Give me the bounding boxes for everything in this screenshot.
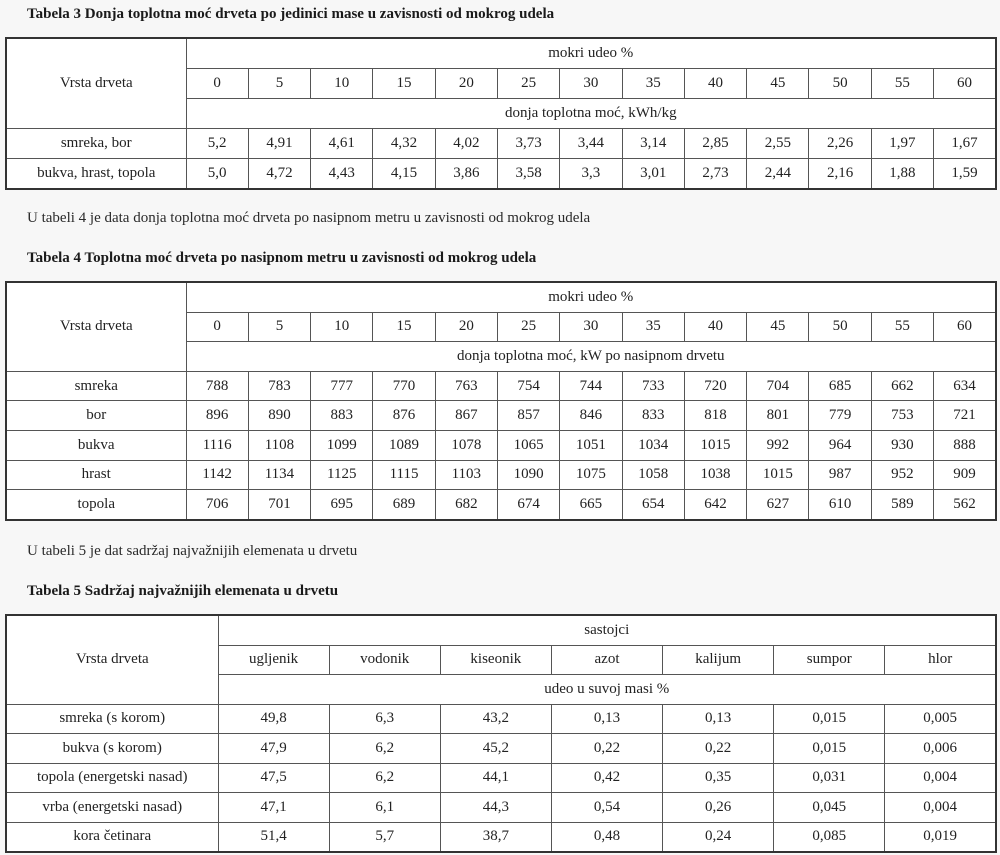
column-header: 30 — [560, 69, 622, 99]
table-cell: 1125 — [311, 460, 373, 490]
table-row — [6, 371, 996, 401]
table-cell: 0,48 — [551, 822, 662, 852]
table-cell: 1134 — [248, 460, 310, 490]
table-cell: 2,44 — [747, 159, 809, 190]
table-row — [6, 401, 996, 431]
table-cell: 1,97 — [871, 129, 933, 159]
table-cell: 2,85 — [684, 129, 746, 159]
table-cell: 627 — [747, 490, 809, 520]
table-cell: 0,004 — [885, 793, 996, 823]
unit-label: donja toplotna moć, kW po nasipnom drvetu — [186, 342, 996, 372]
table-cell: 3,14 — [622, 129, 684, 159]
table-cell: 3,01 — [622, 159, 684, 190]
table-cell: 685 — [809, 371, 871, 401]
table-cell: 3,86 — [435, 159, 497, 190]
table-cell: 0,031 — [774, 763, 885, 793]
table-cell: 909 — [934, 460, 996, 490]
table-cell: 783 — [248, 371, 310, 401]
table-cell: 0,13 — [551, 704, 662, 734]
table-cell: 701 — [248, 490, 310, 520]
table4-intro: U tabeli 4 je data donja toplotna moć drveta po nasipnom metru u zavisnosti od mokrog udela — [27, 210, 591, 226]
row-label: vrba (energetski nasad) — [6, 793, 218, 823]
table-cell: 1090 — [497, 460, 559, 490]
table-cell: 1103 — [435, 460, 497, 490]
table-cell: 1116 — [186, 430, 248, 460]
table-cell: 0,35 — [663, 763, 774, 793]
table-cell: 44,3 — [440, 793, 551, 823]
table-cell: 1115 — [373, 460, 435, 490]
column-header: 0 — [186, 312, 248, 342]
table-row — [6, 763, 996, 793]
table-cell: 6,2 — [329, 734, 440, 764]
table-cell: 642 — [684, 490, 746, 520]
table-cell: 890 — [248, 401, 310, 431]
table-row — [6, 159, 996, 190]
table-cell: 1099 — [311, 430, 373, 460]
column-header: kiseonik — [440, 645, 551, 675]
column-header: 5 — [248, 69, 310, 99]
column-header: 55 — [871, 312, 933, 342]
table-cell: 930 — [871, 430, 933, 460]
table-cell: 682 — [435, 490, 497, 520]
table-cell: 0,004 — [885, 763, 996, 793]
table-cell: 2,55 — [747, 129, 809, 159]
table-cell: 589 — [871, 490, 933, 520]
table-cell: 867 — [435, 401, 497, 431]
table-cell: 770 — [373, 371, 435, 401]
table5 — [5, 614, 997, 853]
table-cell: 1,59 — [934, 159, 996, 190]
column-header: 25 — [497, 312, 559, 342]
table-cell: 0,085 — [774, 822, 885, 852]
table-cell: 0,42 — [551, 763, 662, 793]
table-row — [6, 129, 996, 159]
column-header: 0 — [186, 69, 248, 99]
table-cell: 4,32 — [373, 129, 435, 159]
table-cell: 610 — [809, 490, 871, 520]
column-header: 25 — [497, 69, 559, 99]
column-header: 35 — [622, 312, 684, 342]
table-cell: 4,43 — [311, 159, 373, 190]
row-header-label: Vrsta drveta — [6, 615, 218, 704]
table-cell: 952 — [871, 460, 933, 490]
column-header: 30 — [560, 312, 622, 342]
table-cell: 1078 — [435, 430, 497, 460]
table-cell: 0,26 — [663, 793, 774, 823]
table-cell: 0,006 — [885, 734, 996, 764]
table-cell: 987 — [809, 460, 871, 490]
table-cell: 3,3 — [560, 159, 622, 190]
table-cell: 2,73 — [684, 159, 746, 190]
row-label: smreka — [6, 371, 186, 401]
table-cell: 876 — [373, 401, 435, 431]
table-cell: 788 — [186, 371, 248, 401]
table-cell: 801 — [747, 401, 809, 431]
column-group-label: mokri udeo % — [186, 282, 996, 312]
table-cell: 706 — [186, 490, 248, 520]
table3 — [5, 37, 997, 190]
column-header: sumpor — [774, 645, 885, 675]
row-label: smreka, bor — [6, 129, 186, 159]
table-cell: 45,2 — [440, 734, 551, 764]
column-header: 35 — [622, 69, 684, 99]
table-cell: 1142 — [186, 460, 248, 490]
column-header: azot — [551, 645, 662, 675]
table-cell: 964 — [809, 430, 871, 460]
column-header: 50 — [809, 312, 871, 342]
table-cell: 754 — [497, 371, 559, 401]
row-header-label: Vrsta drveta — [6, 282, 186, 371]
column-header: 15 — [373, 312, 435, 342]
table-cell: 1108 — [248, 430, 310, 460]
table-cell: 43,2 — [440, 704, 551, 734]
table-cell: 777 — [311, 371, 373, 401]
column-header: 10 — [311, 312, 373, 342]
table-cell: 47,1 — [218, 793, 329, 823]
table-cell: 654 — [622, 490, 684, 520]
table-row — [6, 490, 996, 520]
unit-label: udeo u suvoj masi % — [218, 675, 996, 705]
table-cell: 4,91 — [248, 129, 310, 159]
column-header: 15 — [373, 69, 435, 99]
column-header: 45 — [747, 312, 809, 342]
table-row — [6, 822, 996, 852]
table4-caption: Tabela 4 Toplotna moć drveta po nasipnom metru u zavisnosti od mokrog udela — [27, 250, 537, 266]
table-cell: 662 — [871, 371, 933, 401]
column-group-label: sastojci — [218, 615, 996, 645]
table-cell: 4,02 — [435, 129, 497, 159]
table-cell: 857 — [497, 401, 559, 431]
table-cell: 1065 — [497, 430, 559, 460]
table-row — [6, 430, 996, 460]
table-cell: 733 — [622, 371, 684, 401]
table-cell: 1015 — [747, 460, 809, 490]
table-cell: 888 — [934, 430, 996, 460]
table-cell: 0,019 — [885, 822, 996, 852]
row-label: bukva, hrast, topola — [6, 159, 186, 190]
table-cell: 992 — [747, 430, 809, 460]
column-header: 10 — [311, 69, 373, 99]
table-cell: 665 — [560, 490, 622, 520]
column-header: 20 — [435, 69, 497, 99]
table-cell: 833 — [622, 401, 684, 431]
table-cell: 6,3 — [329, 704, 440, 734]
table-cell: 0,22 — [551, 734, 662, 764]
table-cell: 0,045 — [774, 793, 885, 823]
table-cell: 5,0 — [186, 159, 248, 190]
column-header: 40 — [684, 312, 746, 342]
table-cell: 3,58 — [497, 159, 559, 190]
column-header: 45 — [747, 69, 809, 99]
table-cell: 695 — [311, 490, 373, 520]
table-cell: 4,72 — [248, 159, 310, 190]
row-label: kora četinara — [6, 822, 218, 852]
table-cell: 721 — [934, 401, 996, 431]
table-cell: 2,16 — [809, 159, 871, 190]
table-cell: 3,73 — [497, 129, 559, 159]
table5-caption: Tabela 5 Sadržaj najvažnijih elemenata u drvetu — [27, 583, 339, 599]
table-cell: 720 — [684, 371, 746, 401]
row-label: bor — [6, 401, 186, 431]
table-cell: 47,5 — [218, 763, 329, 793]
table-cell: 562 — [934, 490, 996, 520]
row-label: hrast — [6, 460, 186, 490]
table-cell: 0,015 — [774, 704, 885, 734]
table-cell: 1034 — [622, 430, 684, 460]
table-cell: 0,13 — [663, 704, 774, 734]
table-cell: 0,54 — [551, 793, 662, 823]
column-header: 60 — [934, 312, 996, 342]
column-header: 55 — [871, 69, 933, 99]
column-header: 50 — [809, 69, 871, 99]
column-header: vodonik — [329, 645, 440, 675]
table3-caption: Tabela 3 Donja toplotna moć drveta po jedinici mase u zavisnosti od mokrog udela — [27, 6, 555, 22]
column-header: kalijum — [663, 645, 774, 675]
column-header: hlor — [885, 645, 996, 675]
table-cell: 634 — [934, 371, 996, 401]
column-header: 60 — [934, 69, 996, 99]
table-cell: 5,7 — [329, 822, 440, 852]
table-cell: 1089 — [373, 430, 435, 460]
table-cell: 0,24 — [663, 822, 774, 852]
table-cell: 1015 — [684, 430, 746, 460]
column-header: 20 — [435, 312, 497, 342]
table-cell: 51,4 — [218, 822, 329, 852]
table-cell: 44,1 — [440, 763, 551, 793]
table-cell: 47,9 — [218, 734, 329, 764]
table-cell: 6,2 — [329, 763, 440, 793]
table-cell: 2,26 — [809, 129, 871, 159]
column-group-label: mokri udeo % — [186, 38, 996, 69]
table-cell: 1058 — [622, 460, 684, 490]
table-cell: 744 — [560, 371, 622, 401]
table-row — [6, 793, 996, 823]
table4 — [5, 281, 997, 521]
table-row — [6, 460, 996, 490]
table-cell: 763 — [435, 371, 497, 401]
table-cell: 883 — [311, 401, 373, 431]
table-cell: 689 — [373, 490, 435, 520]
table-row — [6, 704, 996, 734]
table-cell: 704 — [747, 371, 809, 401]
table-cell: 38,7 — [440, 822, 551, 852]
row-label: bukva — [6, 430, 186, 460]
row-label: bukva (s korom) — [6, 734, 218, 764]
table-cell: 0,005 — [885, 704, 996, 734]
table-cell: 6,1 — [329, 793, 440, 823]
table-row — [6, 734, 996, 764]
table-cell: 49,8 — [218, 704, 329, 734]
row-label: topola — [6, 490, 186, 520]
table-cell: 896 — [186, 401, 248, 431]
table-cell: 4,15 — [373, 159, 435, 190]
row-header-label: Vrsta drveta — [6, 38, 186, 129]
row-label: topola (energetski nasad) — [6, 763, 218, 793]
table-cell: 779 — [809, 401, 871, 431]
table-cell: 1,67 — [934, 129, 996, 159]
table-cell: 0,015 — [774, 734, 885, 764]
table5-intro: U tabeli 5 je dat sadržaj najvažnijih elemenata u drvetu — [27, 543, 358, 559]
table-cell: 818 — [684, 401, 746, 431]
table-cell: 1075 — [560, 460, 622, 490]
table-cell: 1038 — [684, 460, 746, 490]
column-header: 40 — [684, 69, 746, 99]
table-cell: 753 — [871, 401, 933, 431]
table-cell: 4,61 — [311, 129, 373, 159]
column-header: 5 — [248, 312, 310, 342]
table-cell: 846 — [560, 401, 622, 431]
table-cell: 0,22 — [663, 734, 774, 764]
table-cell: 1,88 — [871, 159, 933, 190]
row-label: smreka (s korom) — [6, 704, 218, 734]
table-cell: 3,44 — [560, 129, 622, 159]
column-header: ugljenik — [218, 645, 329, 675]
table-cell: 5,2 — [186, 129, 248, 159]
table-cell: 1051 — [560, 430, 622, 460]
table-cell: 674 — [497, 490, 559, 520]
unit-label: donja toplotna moć, kWh/kg — [186, 99, 996, 129]
